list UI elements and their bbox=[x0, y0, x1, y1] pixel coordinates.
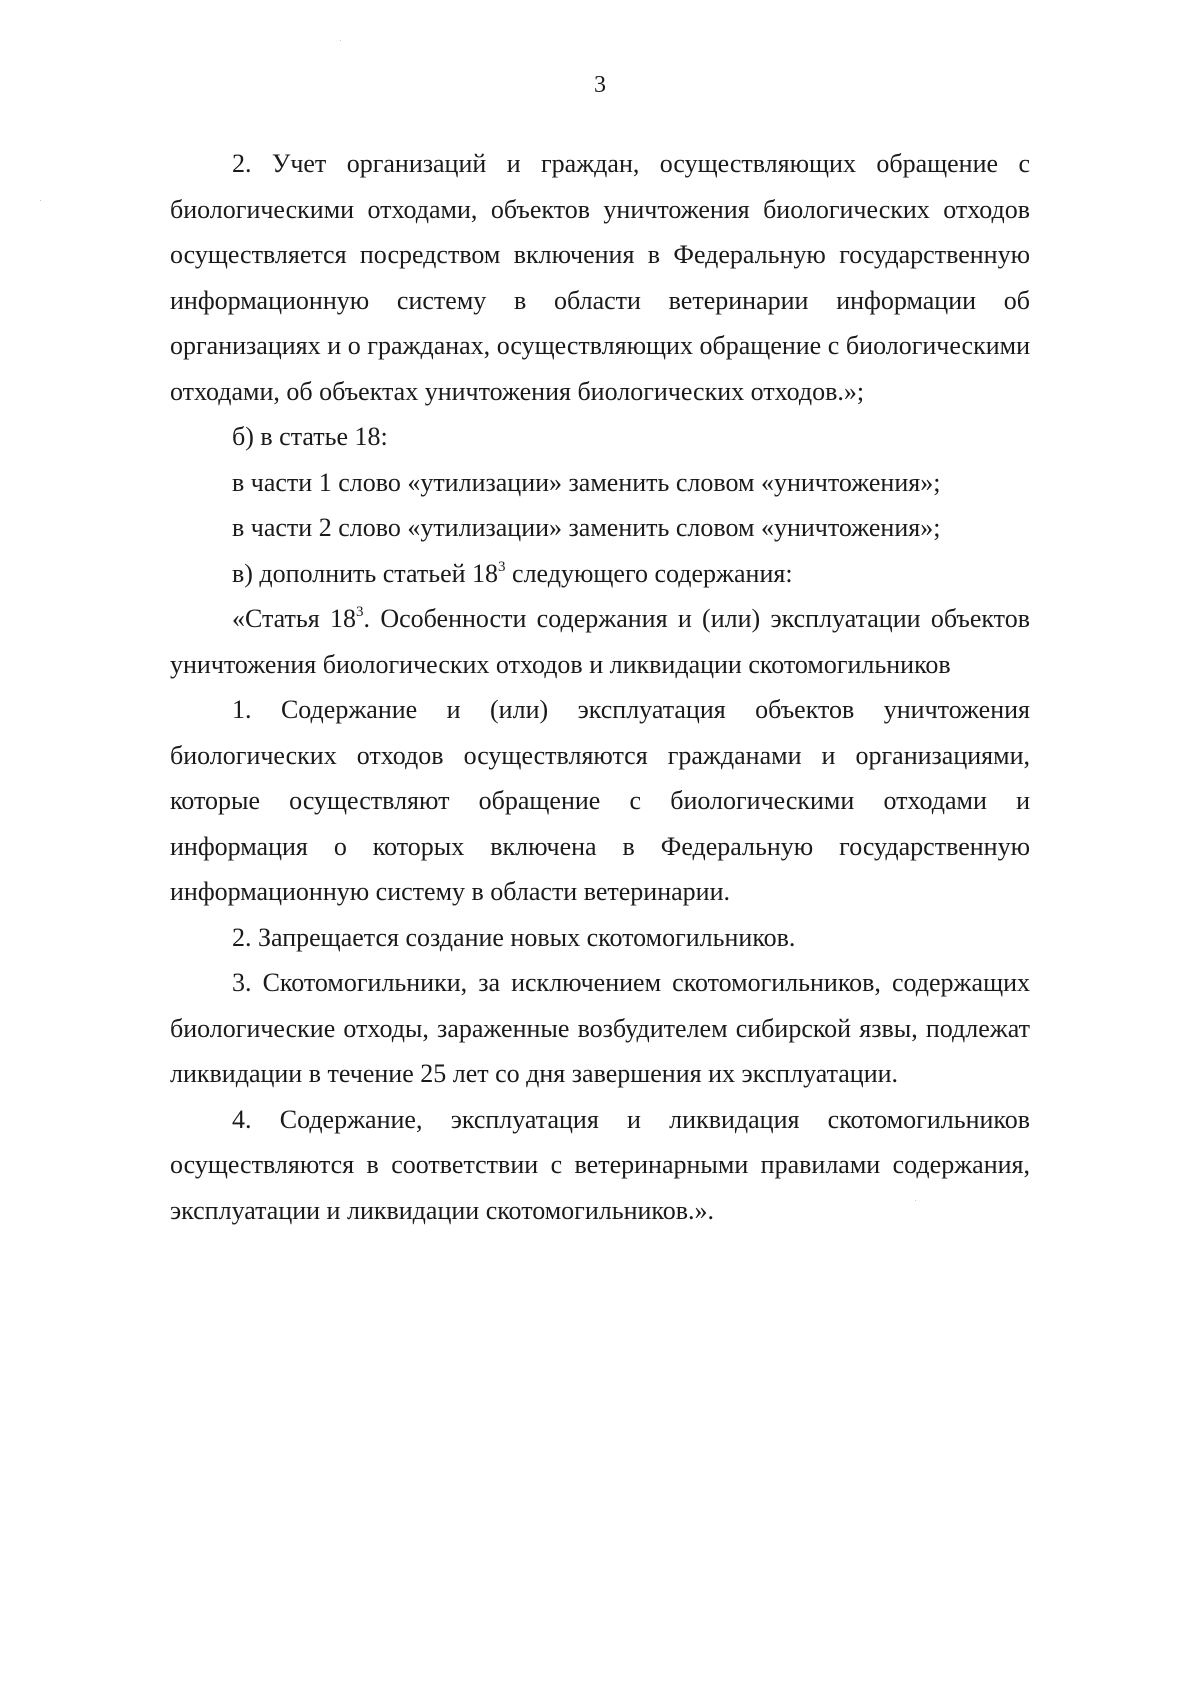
text-line: информация о которых включена в Федеральную государственную bbox=[170, 831, 1030, 861]
text-line: осуществляется посредством включения в Федеральную государственную bbox=[170, 240, 1030, 269]
paragraph-part-2-change: в части 2 слово «утилизации» заменить словом «уничтожения»; bbox=[232, 513, 941, 542]
text-line: информационную систему в области ветеринарии. bbox=[170, 877, 730, 906]
article-item-2: 2. Запрещается создание новых скотомогильников. bbox=[232, 922, 796, 952]
article-item-1 bbox=[170, 687, 1030, 915]
text-line: осуществляются в соответствии с ветеринарными правилами содержания, bbox=[170, 1150, 1030, 1179]
text-line: ликвидации в течение 25 лет со дня завершения их эксплуатации. bbox=[170, 1059, 899, 1088]
text-line: 3. Скотомогильники, за исключением скотомогильников, содержащих bbox=[232, 968, 1030, 997]
text-line: биологическими отходами, объектов уничтожения биологических отходов bbox=[170, 194, 1030, 224]
text-line: организациях и о гражданах, осуществляющих обращение с биологическими bbox=[170, 331, 1030, 360]
text-line: 1. Содержание и (или) эксплуатация объектов уничтожения bbox=[232, 695, 1030, 724]
paragraph-item-2-registration bbox=[170, 141, 1030, 414]
text-line bbox=[170, 596, 1030, 642]
article-item-3 bbox=[170, 960, 1030, 1097]
text-line: информационную систему в области ветеринарии информации об bbox=[170, 285, 1030, 315]
text-line: 2. Учет организаций и граждан, осуществляющих обращение с bbox=[232, 149, 1030, 178]
text-fragment: следующего содержания: bbox=[505, 558, 793, 588]
text-fragment: . Особенности содержания и (или) эксплуатации объектов bbox=[363, 604, 1030, 633]
paragraph-part-1-change: в части 1 слово «утилизации» заменить словом «уничтожения»; bbox=[232, 467, 941, 497]
page-number: 3 bbox=[594, 72, 606, 98]
scan-speck bbox=[40, 200, 41, 201]
scan-speck bbox=[340, 40, 341, 41]
text-line: эксплуатации и ликвидации скотомогильников.». bbox=[170, 1195, 715, 1225]
document-body bbox=[170, 141, 1030, 1233]
paragraph-subitem-v bbox=[170, 551, 1030, 597]
text-line: которые осуществляют обращение с биологическими отходами и bbox=[170, 786, 1030, 815]
article-heading bbox=[170, 596, 1030, 687]
text-line: биологических отходов осуществляются гражданами и организациями, bbox=[170, 740, 1030, 770]
text-line: отходами, об объектах уничтожения биологических отходов.»; bbox=[170, 376, 865, 406]
superscript: 3 bbox=[498, 558, 506, 575]
text-line: биологические отходы, зараженные возбудителем сибирской язвы, подлежат bbox=[170, 1013, 1030, 1043]
text-fragment: в) дополнить статьей 18 bbox=[232, 558, 499, 588]
superscript: 3 bbox=[356, 604, 364, 620]
text-fragment: «Статья 18 bbox=[232, 604, 357, 633]
paragraph-subitem-b: б) в статье 18: bbox=[232, 422, 388, 451]
text-line: 4. Содержание, эксплуатация и ликвидация скотомогильников bbox=[232, 1104, 1030, 1134]
text-line: уничтожения биологических отходов и ликвидации скотомогильников bbox=[170, 649, 951, 679]
scan-speck bbox=[915, 1200, 916, 1201]
article-item-4 bbox=[170, 1097, 1030, 1234]
